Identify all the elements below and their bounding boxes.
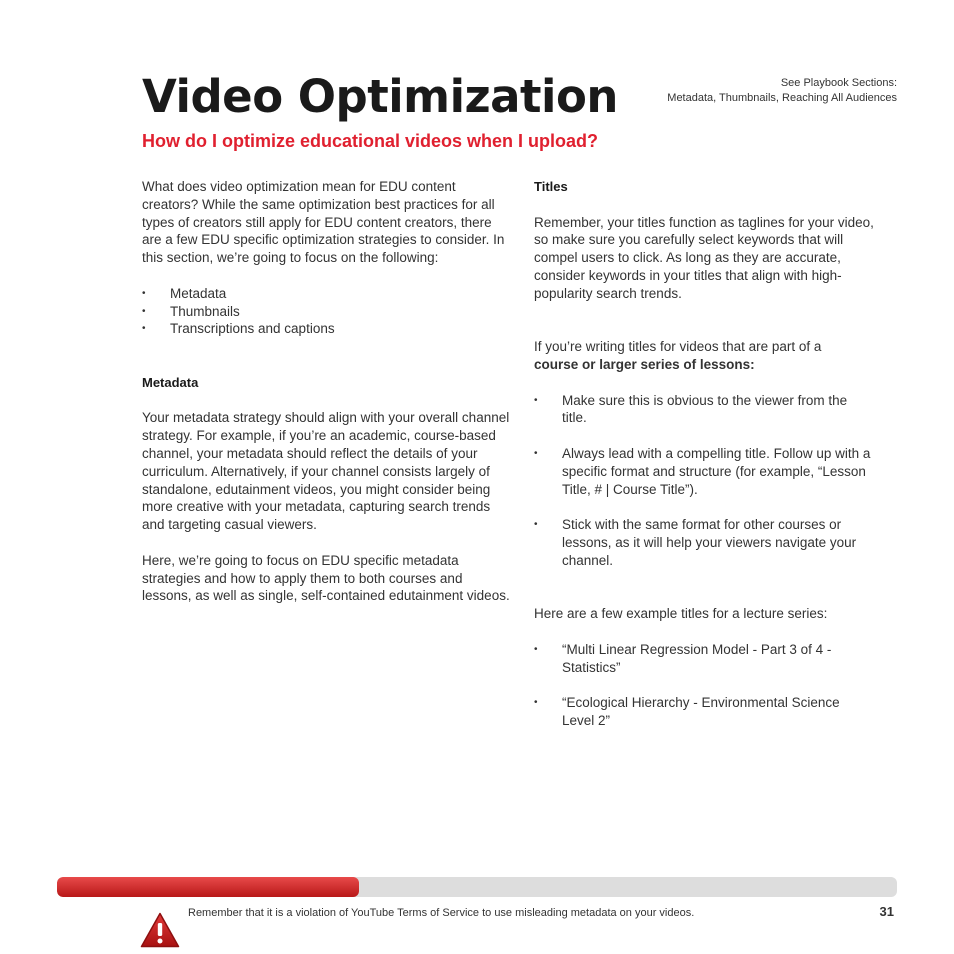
playbook-sections-note: [667, 76, 897, 106]
list-item: • Transcriptions and captions: [142, 320, 512, 338]
intro-paragraph: What does video optimization mean for EDU content creators? While the same optimization best practices for all types of creators still apply for EDU content creators, there are a few EDU specific optimization strategies to consider. In this section, we’re going to focus on the following:: [142, 179, 505, 266]
series-intro: [534, 338, 874, 374]
series-guidelines-list: [534, 392, 874, 570]
warning-triangle-icon: [140, 912, 180, 948]
list-item: • “Multi Linear Regression Model - Part 3 of 4 - Statistics”: [534, 641, 874, 677]
metadata-paragraph-1: Your metadata strategy should align with your overall channel strategy. For example, if you’re an academic, course-based channel, your metadata should reflect the details of your curriculum. Alternatively, if your channel consists largely of standalone, edutainment videos, you might consider being more creative with your metadata, capturing search trends and targeting casual viewers.: [142, 410, 510, 533]
terms-warning-text: Remember that it is a violation of YouTube Terms of Service to use misleading metadata on your videos.: [188, 907, 695, 919]
right-column: [534, 178, 874, 730]
list-item: • “Ecological Hierarchy - Environmental Science Level 2”: [534, 694, 874, 730]
topic-list: [142, 285, 512, 338]
list-item: • Always lead with a compelling title. Follow up with a specific format and structure (for example, “Lesson Title, # | Course Title”).: [534, 445, 874, 498]
sidenote-line-1: See Playbook Sections:: [780, 77, 897, 89]
list-item: • Make sure this is obvious to the viewer from the title.: [534, 392, 874, 428]
page-subtitle: How do I optimize educational videos when I upload?: [142, 131, 599, 151]
examples-list: [534, 641, 874, 730]
examples-intro: Here are a few example titles for a lecture series:: [534, 606, 828, 622]
list-item: • Thumbnails: [142, 303, 512, 321]
left-column: [142, 178, 512, 605]
metadata-paragraph-2: Here, we’re going to focus on EDU specific metadata strategies and how to apply them to both courses and lessons, as well as single, self-contained edutainment videos.: [142, 552, 510, 604]
series-intro-bold: course or larger series of lessons:: [534, 356, 755, 372]
section-progress-fill: [57, 877, 359, 897]
metadata-heading: Metadata: [142, 374, 199, 390]
series-intro-text: If you’re writing titles for videos that are part of a: [534, 339, 822, 355]
sidenote-line-2: Metadata, Thumbnails, Reaching All Audiences: [667, 92, 897, 104]
page-number: 31: [879, 904, 894, 919]
titles-heading: Titles: [534, 179, 568, 194]
section-progress-bar: [57, 877, 897, 897]
list-item: • Stick with the same format for other courses or lessons, as it will help your viewers navigate your channel.: [534, 516, 874, 569]
list-item: • Metadata: [142, 285, 512, 303]
page-title: Video Optimization: [142, 70, 618, 123]
titles-paragraph: Remember, your titles function as taglines for your video, so make sure you carefully select keywords that will compel users to click. As long as they are accurate, consider keywords in your titles that align with high-popularity search trends.: [534, 214, 874, 301]
